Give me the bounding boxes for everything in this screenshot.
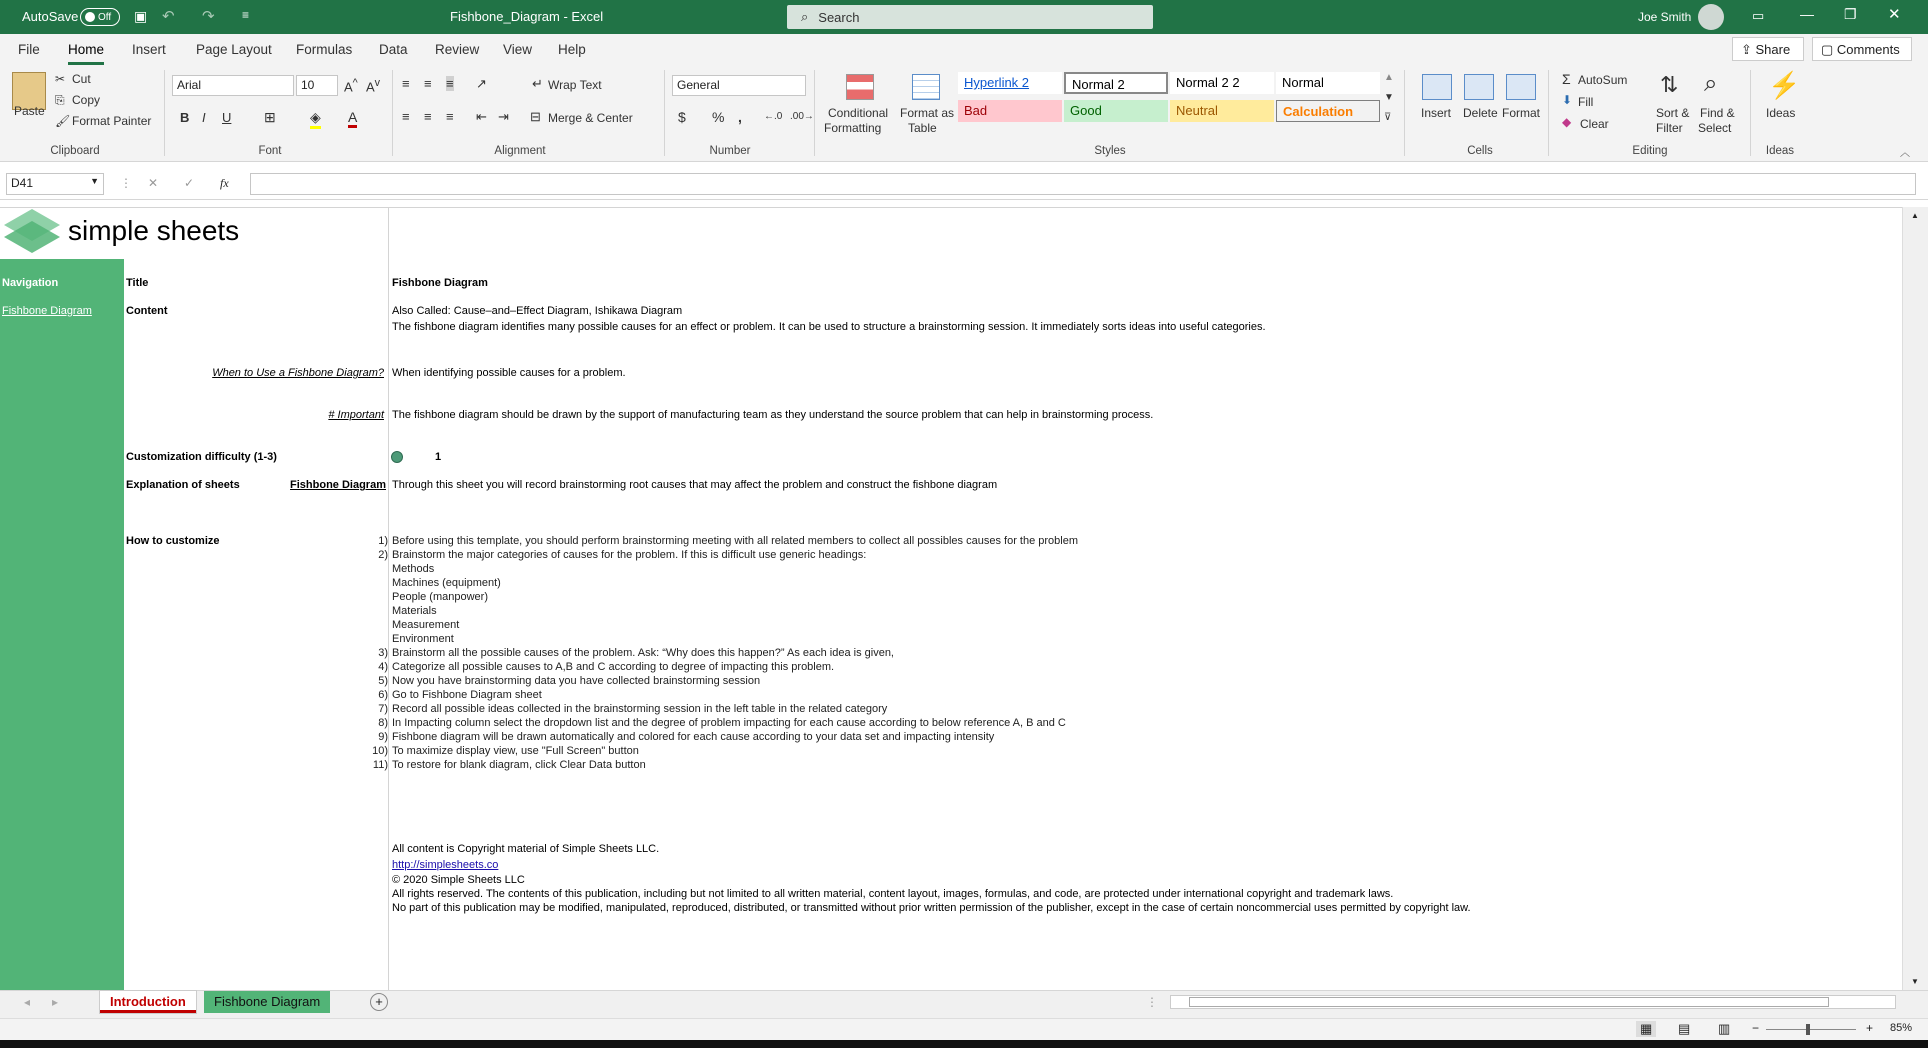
fill-icon[interactable]: ⬇	[1562, 93, 1573, 107]
style-normal-2-2[interactable]	[1170, 72, 1274, 94]
underline-icon[interactable]: U	[222, 110, 232, 125]
menu-data[interactable]: Data	[379, 42, 408, 57]
normal-view-icon[interactable]: ▦	[1636, 1021, 1656, 1037]
sort-label[interactable]: Sort &	[1656, 106, 1690, 120]
collapse-ribbon-icon[interactable]: ︿	[1900, 148, 1910, 159]
menu-page-layout[interactable]: Page Layout	[196, 42, 272, 57]
menu-bar	[0, 34, 1928, 66]
nav-link-fishbone[interactable]: Fishbone Diagram	[2, 305, 92, 317]
style-label: Normal	[1282, 75, 1324, 90]
fill-color-icon[interactable]: ◈	[310, 109, 321, 129]
difficulty-value: 1	[435, 451, 442, 463]
when-value: When identifying possible causes for a problem.	[392, 367, 626, 379]
status-bar	[0, 1018, 1928, 1040]
more-icon: ⋮	[1146, 995, 1158, 1009]
logo-icon	[2, 207, 62, 259]
difficulty-label: Customization difficulty (1-3)	[126, 451, 277, 463]
name-box-value: D41	[11, 176, 34, 190]
clear-icon[interactable]: ◆	[1562, 115, 1572, 129]
cancel-icon[interactable]: ✕	[148, 176, 159, 190]
font-size-select[interactable]	[296, 75, 338, 96]
style-calculation[interactable]	[1276, 100, 1380, 122]
find-select-icon[interactable]: ⌕	[1704, 70, 1718, 97]
paste-button[interactable]: Paste	[14, 104, 45, 118]
separator	[814, 70, 815, 156]
style-label: Hyperlink 2	[964, 75, 1030, 90]
page-break-view-icon[interactable]: ▥	[1718, 1021, 1731, 1036]
zoom-slider[interactable]	[1766, 1029, 1856, 1030]
name-box[interactable]	[6, 173, 104, 195]
when-label: When to Use a Fishbone Diagram?	[212, 367, 384, 379]
step-number: 4)	[378, 661, 388, 673]
redo-icon[interactable]: ↷	[202, 8, 215, 25]
increase-indent-icon[interactable]: ⇥	[498, 109, 509, 124]
separator	[164, 70, 165, 156]
vertical-scrollbar[interactable]	[1902, 207, 1928, 990]
filter-label[interactable]: Filter	[1656, 121, 1683, 135]
align-top-icon[interactable]: ≡	[402, 76, 410, 91]
fill-button[interactable]: Fill	[1578, 95, 1594, 109]
step-text: Environment	[392, 633, 454, 645]
taskbar-strip	[0, 1040, 1928, 1048]
step-text: To maximize display view, use "Full Screen" button	[392, 745, 639, 757]
copy-button[interactable]: Copy	[72, 93, 101, 107]
sheet-tabs-bar	[0, 990, 1928, 1018]
clipboard-group-label: Clipboard	[50, 145, 100, 157]
comma-icon[interactable]: ,	[738, 109, 742, 125]
ideas-group-label: Ideas	[1765, 145, 1795, 157]
menu-help[interactable]: Help	[558, 42, 586, 57]
ideas-icon[interactable]: ⚡	[1768, 70, 1801, 100]
list-item	[340, 759, 646, 771]
ideas-button[interactable]: Ideas	[1766, 106, 1796, 120]
menu-review[interactable]: Review	[435, 42, 480, 57]
step-number: 11)	[372, 759, 388, 771]
cells-group-label: Cells	[1467, 145, 1493, 157]
percent-icon[interactable]: %	[712, 109, 725, 125]
conditional-formatting-icon[interactable]	[846, 74, 874, 100]
restore-icon[interactable]: ❐	[1844, 6, 1857, 22]
share-label: Share	[1755, 42, 1791, 57]
list-item	[340, 549, 866, 561]
step-text: Brainstorm the major categories of causes for the problem. If this is difficult use generic headings:	[392, 549, 867, 561]
ribbon	[0, 66, 1928, 162]
styles-group-label: Styles	[1094, 145, 1126, 157]
font-size-value: 10	[301, 78, 315, 92]
zoom-in-icon[interactable]: +	[1866, 1021, 1874, 1035]
tab-fishbone-label: Fishbone Diagram	[214, 994, 321, 1009]
cut-icon[interactable]: ✂	[55, 72, 66, 86]
toggle-knob	[85, 12, 95, 22]
add-sheet-icon[interactable]: +	[370, 993, 388, 1011]
search-placeholder: Search	[818, 9, 860, 25]
step-text: Measurement	[392, 619, 460, 631]
formula-input[interactable]	[250, 173, 1916, 195]
list-item	[340, 577, 501, 589]
style-good[interactable]	[1064, 100, 1168, 122]
increase-decimal-icon[interactable]: ←.0	[764, 111, 783, 122]
share-icon: ⇪	[1741, 42, 1756, 57]
find-label[interactable]: Find &	[1700, 106, 1735, 120]
align-center-icon[interactable]: ≡	[424, 109, 432, 124]
copyright-line-3: All rights reserved. The contents of this publication, including but not limited to all written material, content layout, images, formulas, and code, are protected under international copyright and trademark laws.	[392, 888, 1394, 900]
number-format-value: General	[677, 78, 720, 92]
title-label: Title	[126, 277, 149, 289]
close-icon[interactable]: ✕	[1888, 6, 1901, 23]
list-item	[340, 717, 1066, 729]
content-line-2: The fishbone diagram identifies many possible causes for an effect or problem. It can be used to structure a brainstorming session. It immediately sorts ideas into useful categories.	[392, 321, 1266, 333]
zoom-level[interactable]: 85%	[1890, 1022, 1913, 1034]
copyright-link[interactable]: http://simplesheets.co	[392, 859, 499, 871]
chevron-down-icon: ▼	[90, 176, 99, 186]
step-number: 5)	[378, 675, 388, 687]
list-item	[340, 703, 887, 715]
bold-icon[interactable]: B	[180, 110, 190, 125]
style-bad[interactable]	[958, 100, 1062, 122]
formatting-label[interactable]: Formatting	[824, 121, 882, 135]
difficulty-dot-icon	[391, 451, 403, 463]
italic-icon[interactable]: I	[202, 110, 206, 125]
horizontal-scrollbar[interactable]	[1170, 995, 1896, 1009]
comment-icon: ▢	[1821, 42, 1837, 57]
table-label[interactable]: Table	[908, 121, 937, 135]
merge-center-icon[interactable]: ⊟	[530, 109, 541, 124]
borders-icon[interactable]: ⊞	[264, 109, 276, 125]
list-item	[340, 619, 459, 631]
menu-formulas[interactable]: Formulas	[296, 42, 353, 57]
explanation-label: Explanation of sheets	[126, 479, 240, 491]
tab-scroll-right-icon[interactable]: ▸	[52, 995, 59, 1009]
tab-introduction-label: Introduction	[110, 994, 186, 1009]
list-item	[340, 675, 760, 687]
step-number: 8)	[378, 717, 388, 729]
alignment-group-label: Alignment	[494, 145, 546, 157]
style-normal-2[interactable]	[1064, 72, 1168, 94]
list-item	[340, 535, 1078, 547]
scroll-down-icon[interactable]: ▼	[1911, 977, 1919, 986]
font-name-select[interactable]	[172, 75, 294, 96]
search-box[interactable]	[787, 5, 1153, 29]
insert-cells-icon[interactable]	[1422, 74, 1452, 100]
menu-file[interactable]: File	[18, 42, 40, 57]
list-item	[340, 689, 542, 701]
font-color-icon[interactable]: A	[348, 109, 357, 128]
wrap-text-button[interactable]: Wrap Text	[548, 78, 602, 92]
navigation-column	[0, 259, 124, 990]
explanation-value: Through this sheet you will record brainstorming root causes that may affect the problem and construct the fishbone diagram	[392, 479, 998, 491]
step-number: 10)	[372, 745, 388, 757]
scroll-up-icon[interactable]: ▲	[1911, 211, 1919, 220]
step-text: Brainstorm all the possible causes of the problem. Ask: “Why does this happen?” As each idea is given,	[392, 647, 894, 659]
copyright-line-2: © 2020 Simple Sheets LLC	[392, 874, 525, 886]
separator	[1548, 70, 1549, 156]
step-number: 3)	[378, 647, 388, 659]
format-painter-icon[interactable]: 🖌	[55, 114, 71, 128]
insert-function-icon[interactable]: fx	[220, 176, 229, 190]
important-label: # Important	[328, 409, 384, 421]
avatar[interactable]	[1698, 4, 1724, 30]
cut-button[interactable]: Cut	[72, 72, 91, 86]
menu-view[interactable]: View	[503, 42, 533, 57]
editing-group-label: Editing	[1632, 145, 1668, 157]
separator	[664, 70, 665, 156]
styles-scroll-up-icon[interactable]: ▲	[1384, 72, 1394, 83]
menu-home[interactable]: Home	[68, 42, 105, 57]
orientation-icon[interactable]: ↗	[476, 76, 487, 91]
increase-font-icon[interactable]: A^	[344, 77, 358, 95]
clear-button[interactable]: Clear	[1580, 117, 1609, 131]
list-item	[340, 661, 834, 673]
customize-qat-icon[interactable]: ≡	[242, 8, 250, 22]
formula-bar	[0, 168, 1928, 200]
style-label: Normal 2 2	[1176, 75, 1240, 90]
undo-icon[interactable]: ↶	[162, 8, 175, 25]
title-value: Fishbone Diagram	[392, 277, 488, 289]
nav-header: Navigation	[2, 277, 59, 289]
align-bottom-icon[interactable]: ≡	[446, 76, 454, 91]
content-label: Content	[126, 305, 168, 317]
style-label: Normal 2	[1072, 77, 1125, 92]
list-item	[340, 605, 437, 617]
style-neutral[interactable]	[1170, 100, 1274, 122]
more-icon: ⋮	[120, 176, 132, 190]
comments-label: Comments	[1836, 42, 1900, 57]
step-text: To restore for blank diagram, click Clear Data button	[392, 759, 646, 771]
separator	[1750, 70, 1751, 156]
delete-cells-button[interactable]: Delete	[1463, 106, 1498, 120]
step-number: 6)	[378, 689, 388, 701]
format-cells-button[interactable]: Format	[1502, 106, 1541, 120]
insert-cells-button[interactable]: Insert	[1421, 106, 1452, 120]
enter-icon[interactable]: ✓	[184, 176, 195, 190]
tab-fishbone-diagram[interactable]	[204, 991, 330, 1013]
style-hyperlink-2[interactable]	[958, 72, 1062, 94]
scroll-thumb[interactable]	[1189, 997, 1829, 1007]
step-text: In Impacting column select the dropdown list and the degree of problem impacting for each cause according to below reference A, B and C	[392, 717, 1066, 729]
format-as-table-icon[interactable]	[912, 74, 940, 100]
step-text: Methods	[392, 563, 435, 575]
list-item	[340, 745, 639, 757]
format-painter-button[interactable]: Format Painter	[72, 114, 152, 128]
separator	[1404, 70, 1405, 156]
sort-filter-icon[interactable]: ⇅	[1660, 72, 1679, 97]
style-label: Neutral	[1176, 103, 1218, 118]
comments-button[interactable]	[1812, 37, 1912, 61]
autosave-label: AutoSave	[22, 9, 79, 24]
step-text: Record all possible ideas collected in the brainstorming session in the left table in the related category	[392, 703, 888, 715]
copyright-line-4: No part of this publication may be modified, manipulated, reproduced, distributed, or transmitted without prior written permission of the publisher, except in the case of certain noncommercial uses permitted by copyright law.	[392, 902, 1471, 914]
format-as-label[interactable]: Format as	[900, 106, 955, 120]
step-text: People (manpower)	[392, 591, 488, 603]
merge-center-button[interactable]: Merge & Center	[548, 111, 633, 125]
decrease-decimal-icon[interactable]: .00→	[790, 111, 814, 122]
style-label: Good	[1070, 103, 1102, 118]
zoom-out-icon[interactable]: −	[1752, 1021, 1760, 1035]
conditional-label[interactable]: Conditional	[828, 106, 889, 120]
autosave-toggle[interactable]	[80, 8, 120, 26]
autosave-state: Off	[98, 11, 112, 23]
ribbon-display-icon[interactable]: ▭	[1752, 8, 1765, 23]
step-number: 7)	[378, 703, 388, 715]
list-item	[340, 633, 454, 645]
tab-scroll-left-icon[interactable]: ◂	[24, 995, 31, 1009]
autosum-button[interactable]: AutoSum	[1578, 73, 1628, 87]
content-line-1: Also Called: Cause–and–Effect Diagram, Ishikawa Diagram	[392, 305, 683, 317]
font-group-label: Font	[258, 145, 282, 157]
autosum-icon[interactable]: Σ	[1562, 71, 1571, 87]
decrease-font-icon[interactable]: $A^v$	[366, 77, 381, 95]
minimize-icon[interactable]: —	[1800, 6, 1814, 22]
logo-text: simple sheets	[68, 215, 240, 246]
style-label: Bad	[964, 103, 988, 118]
step-number: 9)	[378, 731, 388, 743]
wrap-text-icon[interactable]: ↵	[532, 76, 543, 91]
step-number: 2)	[378, 549, 388, 561]
user-name[interactable]: Joe Smith	[1638, 10, 1692, 24]
page-layout-view-icon[interactable]: ▤	[1678, 1021, 1691, 1036]
list-item	[340, 647, 894, 659]
align-middle-icon[interactable]: ≡	[424, 76, 432, 91]
document-title: Fishbone_Diagram - Excel	[450, 9, 604, 24]
delete-cells-icon[interactable]	[1464, 74, 1494, 100]
sheet-top-border	[0, 207, 1902, 208]
copy-icon[interactable]: ⎘	[55, 93, 65, 107]
share-button[interactable]	[1732, 37, 1804, 61]
separator	[392, 70, 393, 156]
step-text: Before using this template, you should perform brainstorming meeting with all related members to collect all possibles causes for the problem	[392, 535, 1078, 547]
step-text: Machines (equipment)	[392, 577, 501, 589]
decrease-indent-icon[interactable]: ⇤	[476, 109, 487, 124]
list-item	[340, 563, 434, 575]
align-right-icon[interactable]: ≡	[446, 109, 454, 124]
step-number: 1)	[378, 535, 388, 547]
number-group-label: Number	[709, 145, 751, 157]
save-icon[interactable]: ▣	[134, 8, 148, 24]
explanation-sheet-link[interactable]: Fishbone Diagram	[290, 479, 386, 491]
important-value: The fishbone diagram should be drawn by the support of manufacturing team as they understand the source problem that can help in brainstorming process.	[392, 409, 1154, 421]
currency-icon[interactable]: $	[678, 109, 686, 125]
tab-introduction[interactable]	[100, 991, 196, 1013]
title-bar	[0, 0, 1928, 34]
zoom-thumb[interactable]	[1806, 1024, 1810, 1035]
howto-label: How to customize	[126, 535, 220, 547]
worksheet[interactable]	[0, 207, 1902, 990]
menu-insert[interactable]: Insert	[132, 42, 166, 57]
copyright-line-1: All content is Copyright material of Simple Sheets LLC.	[392, 843, 660, 855]
step-text: Fishbone diagram will be drawn automatically and colored for each cause according to your data set and impacting intensity	[392, 731, 995, 743]
style-label: Calculation	[1283, 104, 1354, 119]
step-text: Categorize all possible causes to A,B and C according to degree of impacting this problem.	[392, 661, 835, 673]
number-format-select[interactable]	[672, 75, 806, 96]
align-left-icon[interactable]: ≡	[402, 109, 410, 124]
style-normal[interactable]	[1276, 72, 1380, 94]
list-item	[340, 731, 994, 743]
step-text: Now you have brainstorming data you have collected brainstorming session	[392, 675, 761, 687]
styles-scroll-down-icon[interactable]: ▼	[1384, 92, 1394, 103]
step-text: Go to Fishbone Diagram sheet	[392, 689, 542, 701]
format-cells-icon[interactable]	[1506, 74, 1536, 100]
step-text: Materials	[392, 605, 437, 617]
search-icon: ⌕	[801, 9, 809, 24]
styles-more-icon[interactable]: ⊽	[1384, 112, 1392, 123]
font-name-value: Arial	[177, 78, 202, 92]
list-item	[340, 591, 488, 603]
select-label[interactable]: Select	[1698, 121, 1732, 135]
